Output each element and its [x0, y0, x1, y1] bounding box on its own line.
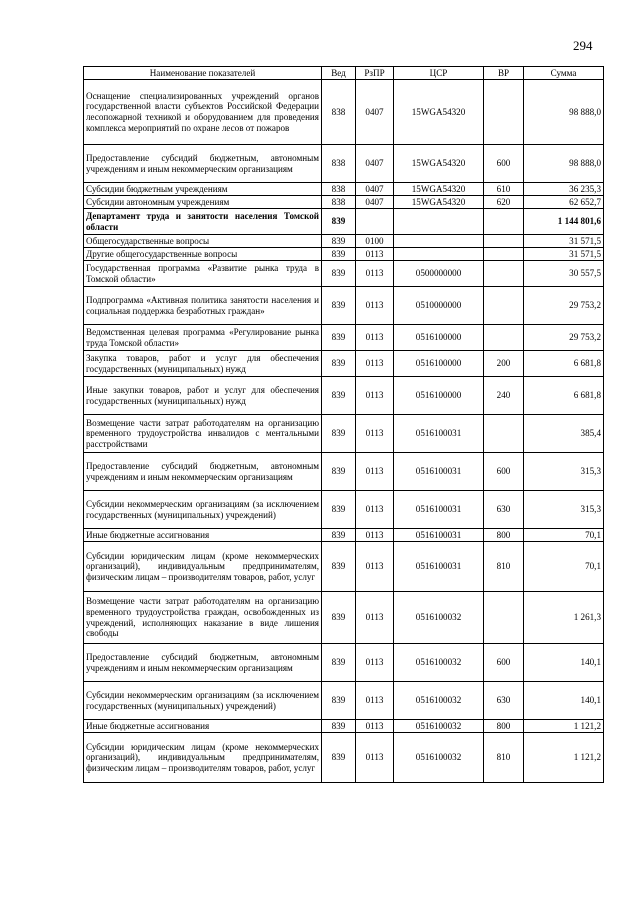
cell-csr: 0516100031 — [394, 542, 484, 592]
cell-rzpr: 0113 — [356, 542, 394, 592]
cell-csr: 0500000000 — [394, 261, 484, 287]
table-row — [84, 235, 604, 248]
cell-sum: 315,3 — [524, 491, 604, 529]
cell-vr — [484, 80, 524, 145]
cell-name: Подпрограмма «Активная политика занятости населения и социальная поддержка безработных граждан» — [84, 287, 322, 325]
cell-ved: 839 — [322, 453, 356, 491]
cell-sum: 30 557,5 — [524, 261, 604, 287]
cell-name: Возмещение части затрат работодателям на организацию временного трудоустройства граждан, освобожденных из учреждений, исполняющих наказание в виде лишения свободы — [84, 592, 322, 644]
cell-sum: 62 652,7 — [524, 196, 604, 209]
cell-rzpr: 0113 — [356, 733, 394, 783]
cell-rzpr: 0113 — [356, 682, 394, 720]
cell-rzpr: 0113 — [356, 248, 394, 261]
cell-ved: 839 — [322, 325, 356, 351]
table-row — [84, 682, 604, 720]
cell-ved: 839 — [322, 733, 356, 783]
cell-csr: 0516100031 — [394, 491, 484, 529]
cell-rzpr: 0407 — [356, 196, 394, 209]
header-vr: ВР — [484, 67, 524, 80]
cell-vr: 800 — [484, 529, 524, 542]
cell-vr — [484, 248, 524, 261]
cell-csr: 0516100000 — [394, 351, 484, 377]
cell-vr: 630 — [484, 682, 524, 720]
cell-sum: 140,1 — [524, 682, 604, 720]
table-row — [84, 183, 604, 196]
cell-vr: 810 — [484, 542, 524, 592]
cell-csr: 15WGA54320 — [394, 183, 484, 196]
cell-name: Предоставление субсидий бюджетным, автономным учреждениям и иным некоммерческим организациям — [84, 644, 322, 682]
cell-sum: 6 681,8 — [524, 351, 604, 377]
cell-sum: 1 144 801,6 — [524, 209, 604, 235]
cell-ved: 839 — [322, 209, 356, 235]
cell-rzpr: 0113 — [356, 415, 394, 453]
table-row — [84, 377, 604, 415]
cell-vr: 810 — [484, 733, 524, 783]
cell-rzpr: 0113 — [356, 644, 394, 682]
table-row — [84, 80, 604, 145]
table-row — [84, 261, 604, 287]
cell-csr — [394, 248, 484, 261]
table-row — [84, 351, 604, 377]
table-row — [84, 491, 604, 529]
page-number: 294 — [573, 38, 593, 53]
cell-name: Субсидии юридическим лицам (кроме некоммерческих организаций), индивидуальным предпринимателям, физическим лицам – производителям товаров, работ, услуг — [84, 542, 322, 592]
table-header-row — [84, 67, 604, 80]
cell-vr: 240 — [484, 377, 524, 415]
cell-rzpr — [356, 209, 394, 235]
cell-name: Департамент труда и занятости населения Томской области — [84, 209, 322, 235]
table-row — [84, 415, 604, 453]
cell-vr: 620 — [484, 196, 524, 209]
cell-sum: 36 235,3 — [524, 183, 604, 196]
cell-vr — [484, 415, 524, 453]
cell-csr: 0516100032 — [394, 644, 484, 682]
cell-sum: 6 681,8 — [524, 377, 604, 415]
cell-ved: 839 — [322, 287, 356, 325]
cell-name: Предоставление субсидий бюджетным, автономным учреждениям и иным некоммерческим организациям — [84, 145, 322, 183]
cell-vr — [484, 592, 524, 644]
cell-vr: 800 — [484, 720, 524, 733]
budget-table — [83, 66, 604, 783]
table-row — [84, 453, 604, 491]
table-row — [84, 733, 604, 783]
header-name: Наименование показателей — [84, 67, 322, 80]
header-rzpr: РзПР — [356, 67, 394, 80]
cell-rzpr: 0113 — [356, 720, 394, 733]
table-body — [84, 80, 604, 783]
cell-name: Возмещение части затрат работодателям на организацию временного трудоустройства инвалидов с ментальными расстройствами — [84, 415, 322, 453]
cell-csr: 0516100031 — [394, 529, 484, 542]
table-row — [84, 542, 604, 592]
cell-name: Оснащение специализированных учреждений органов государственной власти субъектов Российской Федерации лесопожарной техникой и оборудованием для проведения комплекса мероприятий по охране лесов от пожаров — [84, 80, 322, 145]
cell-vr: 200 — [484, 351, 524, 377]
cell-rzpr: 0113 — [356, 325, 394, 351]
cell-ved: 839 — [322, 592, 356, 644]
cell-csr: 0516100032 — [394, 733, 484, 783]
cell-rzpr: 0407 — [356, 80, 394, 145]
cell-ved: 839 — [322, 248, 356, 261]
cell-vr: 630 — [484, 491, 524, 529]
cell-ved: 839 — [322, 542, 356, 592]
cell-rzpr: 0113 — [356, 529, 394, 542]
cell-sum: 98 888,0 — [524, 80, 604, 145]
cell-csr: 0516100032 — [394, 592, 484, 644]
cell-sum: 70,1 — [524, 542, 604, 592]
header-csr: ЦСР — [394, 67, 484, 80]
cell-name: Субсидии бюджетным учреждениям — [84, 183, 322, 196]
cell-ved: 838 — [322, 145, 356, 183]
table-row — [84, 592, 604, 644]
cell-sum: 31 571,5 — [524, 248, 604, 261]
cell-csr: 0510000000 — [394, 287, 484, 325]
cell-vr: 600 — [484, 644, 524, 682]
table-row — [84, 720, 604, 733]
cell-rzpr: 0113 — [356, 287, 394, 325]
cell-sum: 315,3 — [524, 453, 604, 491]
cell-ved: 839 — [322, 491, 356, 529]
cell-csr: 0516100031 — [394, 453, 484, 491]
cell-ved: 839 — [322, 529, 356, 542]
cell-name: Предоставление субсидий бюджетным, автономным учреждениям и иным некоммерческим организациям — [84, 453, 322, 491]
cell-sum: 31 571,5 — [524, 235, 604, 248]
cell-ved: 838 — [322, 196, 356, 209]
cell-vr — [484, 287, 524, 325]
cell-csr — [394, 209, 484, 235]
table-row — [84, 287, 604, 325]
cell-ved: 839 — [322, 261, 356, 287]
cell-rzpr: 0113 — [356, 261, 394, 287]
cell-name: Иные закупки товаров, работ и услуг для обеспечения государственных (муниципальных) нужд — [84, 377, 322, 415]
cell-vr — [484, 261, 524, 287]
cell-name: Субсидии некоммерческим организациям (за исключением государственных (муниципальных) учреждений) — [84, 682, 322, 720]
cell-csr: 0516100032 — [394, 720, 484, 733]
cell-rzpr: 0407 — [356, 183, 394, 196]
cell-csr: 0516100000 — [394, 377, 484, 415]
cell-sum: 1 121,2 — [524, 720, 604, 733]
cell-rzpr: 0113 — [356, 491, 394, 529]
cell-name: Общегосударственные вопросы — [84, 235, 322, 248]
cell-csr: 0516100032 — [394, 682, 484, 720]
cell-ved: 838 — [322, 183, 356, 196]
table-row — [84, 644, 604, 682]
cell-sum: 29 753,2 — [524, 287, 604, 325]
cell-vr: 600 — [484, 145, 524, 183]
cell-name: Субсидии некоммерческим организациям (за исключением государственных (муниципальных) учреждений) — [84, 491, 322, 529]
cell-ved: 838 — [322, 80, 356, 145]
cell-sum: 70,1 — [524, 529, 604, 542]
cell-ved: 839 — [322, 377, 356, 415]
cell-rzpr: 0113 — [356, 351, 394, 377]
cell-name: Государственная программа «Развитие рынка труда в Томской области» — [84, 261, 322, 287]
cell-ved: 839 — [322, 682, 356, 720]
cell-csr: 15WGA54320 — [394, 145, 484, 183]
cell-sum: 385,4 — [524, 415, 604, 453]
cell-vr — [484, 235, 524, 248]
cell-name: Закупка товаров, работ и услуг для обеспечения государственных (муниципальных) нужд — [84, 351, 322, 377]
cell-ved: 839 — [322, 644, 356, 682]
cell-name: Ведомственная целевая программа «Регулирование рынка труда Томской области» — [84, 325, 322, 351]
cell-ved: 839 — [322, 351, 356, 377]
cell-csr — [394, 235, 484, 248]
cell-rzpr: 0407 — [356, 145, 394, 183]
table-row — [84, 529, 604, 542]
cell-name: Иные бюджетные ассигнования — [84, 720, 322, 733]
cell-sum: 1 121,2 — [524, 733, 604, 783]
header-ved: Вед — [322, 67, 356, 80]
cell-ved: 839 — [322, 415, 356, 453]
table-row — [84, 145, 604, 183]
cell-vr — [484, 209, 524, 235]
cell-vr: 610 — [484, 183, 524, 196]
cell-name: Иные бюджетные ассигнования — [84, 529, 322, 542]
cell-rzpr: 0113 — [356, 592, 394, 644]
cell-rzpr: 0113 — [356, 453, 394, 491]
cell-vr: 600 — [484, 453, 524, 491]
header-sum: Сумма — [524, 67, 604, 80]
cell-sum: 140,1 — [524, 644, 604, 682]
cell-ved: 839 — [322, 720, 356, 733]
table-row — [84, 196, 604, 209]
cell-csr: 0516100000 — [394, 325, 484, 351]
cell-vr — [484, 325, 524, 351]
table-row — [84, 325, 604, 351]
cell-rzpr: 0100 — [356, 235, 394, 248]
table-row — [84, 209, 604, 235]
cell-name: Субсидии автономным учреждениям — [84, 196, 322, 209]
cell-name: Другие общегосударственные вопросы — [84, 248, 322, 261]
table-row — [84, 248, 604, 261]
cell-sum: 29 753,2 — [524, 325, 604, 351]
cell-csr: 15WGA54320 — [394, 80, 484, 145]
cell-sum: 98 888,0 — [524, 145, 604, 183]
cell-csr: 15WGA54320 — [394, 196, 484, 209]
cell-csr: 0516100031 — [394, 415, 484, 453]
cell-rzpr: 0113 — [356, 377, 394, 415]
cell-name: Субсидии юридическим лицам (кроме некоммерческих организаций), индивидуальным предпринимателям, физическим лицам – производителям товаров, работ, услуг — [84, 733, 322, 783]
cell-sum: 1 261,3 — [524, 592, 604, 644]
cell-ved: 839 — [322, 235, 356, 248]
